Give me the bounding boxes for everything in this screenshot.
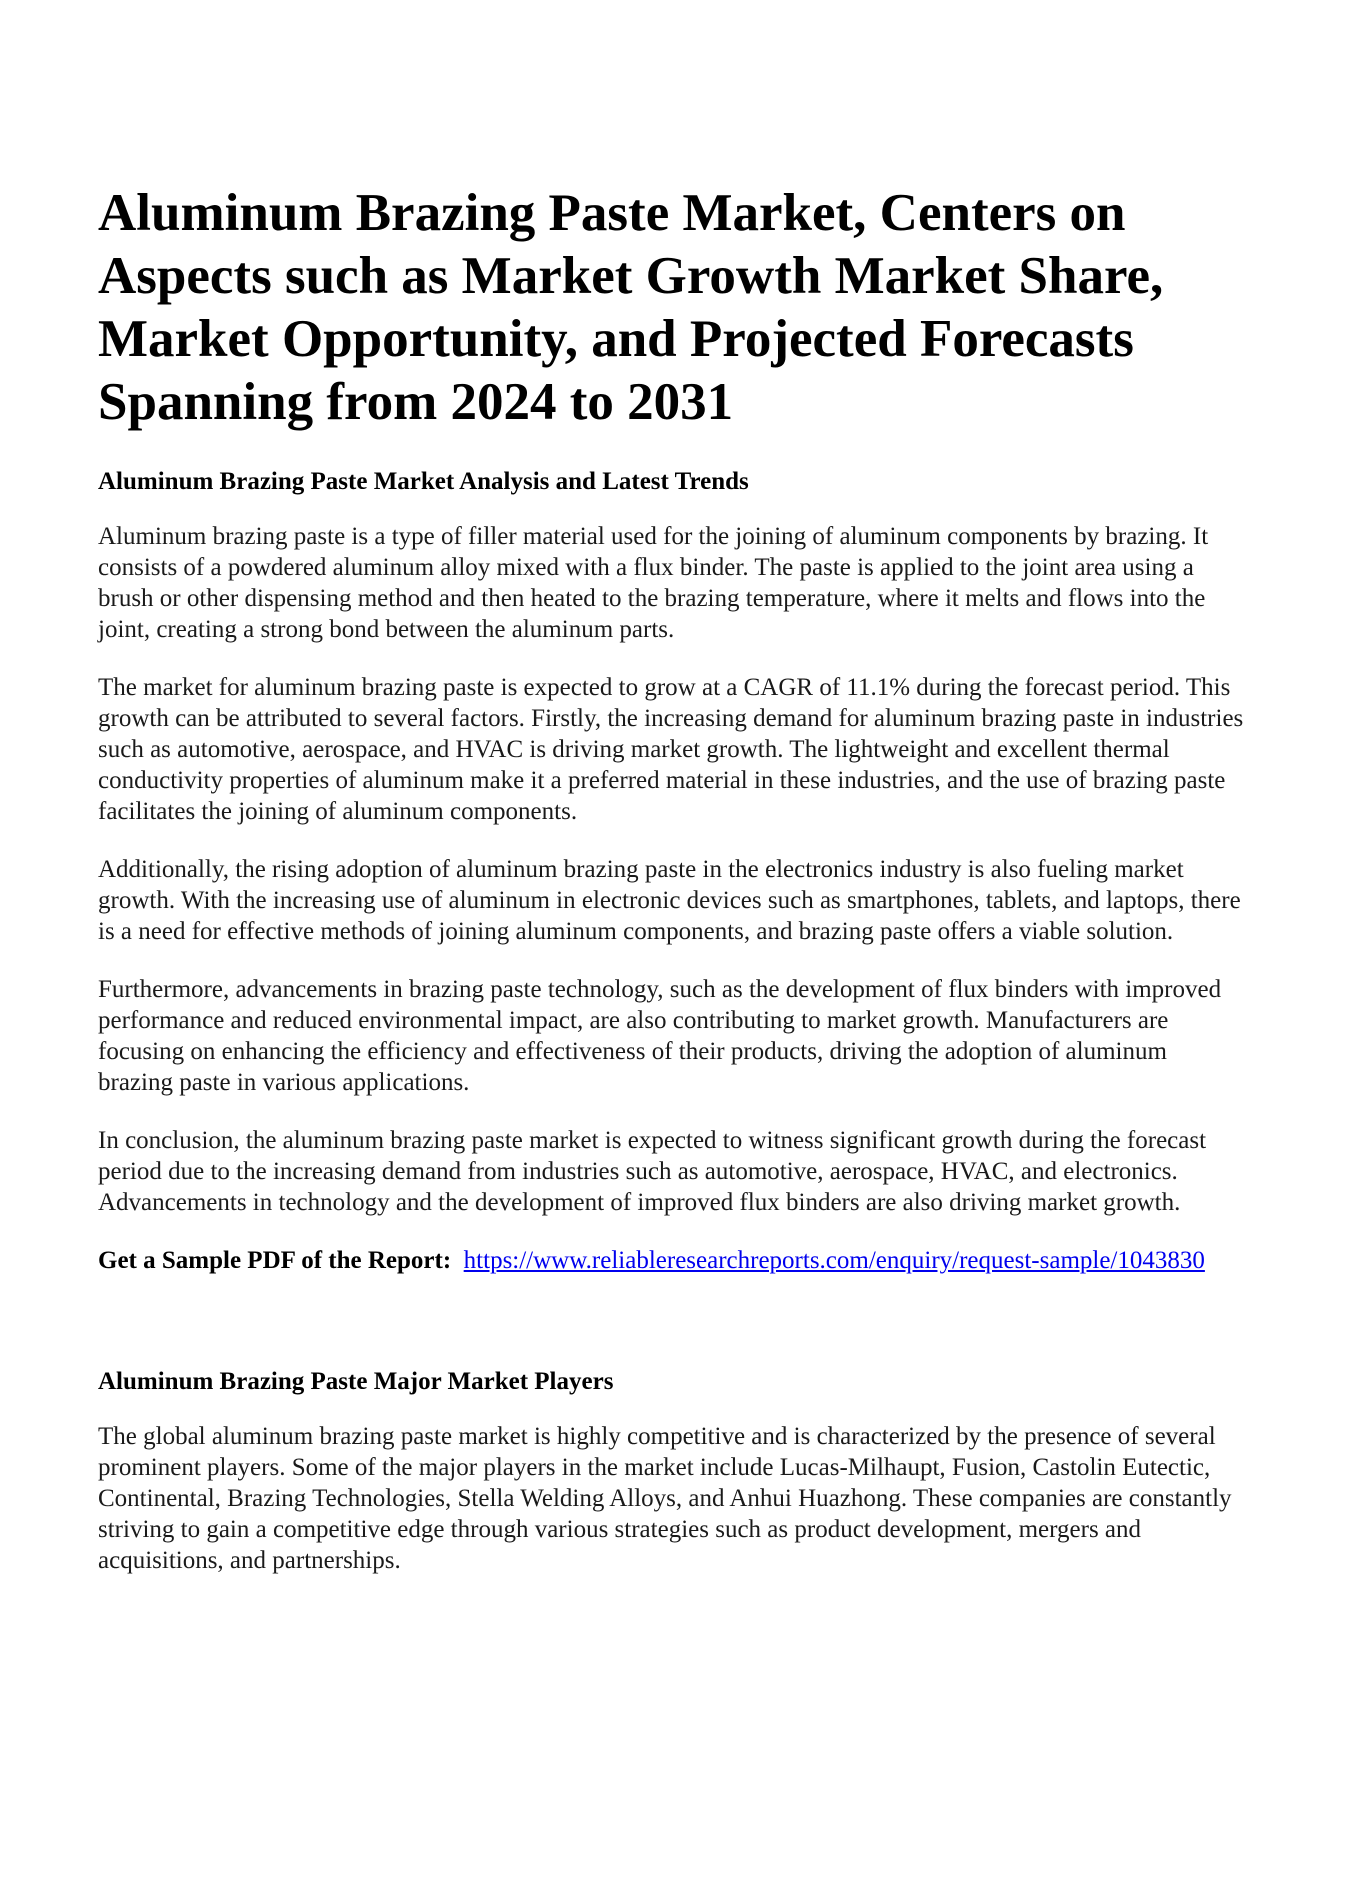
paragraph: Furthermore, advancements in brazing paste technology, such as the development of flux binders with improved performance and reduced environmental impact, are also contributing to market growth. Manufacturers are focusing on enhancing the efficiency and effectiveness of their products, driving the adoption of aluminum brazing paste in various applications. <box>98 976 1222 1096</box>
page-title: Aluminum Brazing Paste Market, Centers on Aspects such as Market Growth Market Share, Market Opportunity, and Projected Forecasts Spanning from 2024 to 2031 <box>98 184 1164 431</box>
paragraph: The global aluminum brazing paste market is highly competitive and is characterized by the presence of several prominent players. Some of the major players in the market include Lucas-Milhaupt, Fusion, Castolin Eutectic, Continental, Brazing Technologies, Stella Welding Alloys, and Anhui Huazhong. These companies are constantly striving to gain a competitive edge through various strategies such as product development, mergers and acquisitions, and partnerships. <box>98 1423 1232 1574</box>
section-heading-analysis: Aluminum Brazing Paste Market Analysis and Latest Trends <box>98 468 749 495</box>
document-page <box>98 182 1248 1603</box>
paragraph: In conclusion, the aluminum brazing paste market is expected to witness significant growth during the forecast period due to the increasing demand from industries such as automotive, aerospace, HVAC, and electronics. Advancements in technology and the development of improved flux binders are also driving market growth. <box>98 1127 1207 1216</box>
section-heading-players: Aluminum Brazing Paste Major Market Players <box>98 1368 614 1395</box>
sample-pdf-label: Get a Sample PDF of the Report: <box>98 1247 452 1274</box>
sample-pdf-line <box>98 1245 1248 1276</box>
paragraph: Additionally, the rising adoption of aluminum brazing paste in the electronics industry is also fueling market growth. With the increasing use of aluminum in electronic devices such as smartphones, tablets, and laptops, there is a need for effective methods of joining aluminum components, and brazing paste offers a viable solution. <box>98 856 1241 945</box>
paragraph: Aluminum brazing paste is a type of filler material used for the joining of aluminum components by brazing. It consists of a powdered aluminum alloy mixed with a flux binder. The paste is applied to the joint area using a brush or other dispensing method and then heated to the brazing temperature, where it melts and flows into the joint, creating a strong bond between the aluminum parts. <box>98 523 1209 643</box>
paragraph: The market for aluminum brazing paste is expected to grow at a CAGR of 11.1% during the forecast period. This growth can be attributed to several factors. Firstly, the increasing demand for aluminum brazing paste in industries such as automotive, aerospace, and HVAC is driving market growth. The lightweight and excellent thermal conductivity properties of aluminum make it a preferred material in these industries, and the use of brazing paste facilitates the joining of aluminum components. <box>98 674 1244 825</box>
sample-pdf-link[interactable]: https://www.reliableresearchreports.com/enquiry/request-sample/1043830 <box>463 1247 1205 1274</box>
spacer <box>98 1276 1248 1366</box>
